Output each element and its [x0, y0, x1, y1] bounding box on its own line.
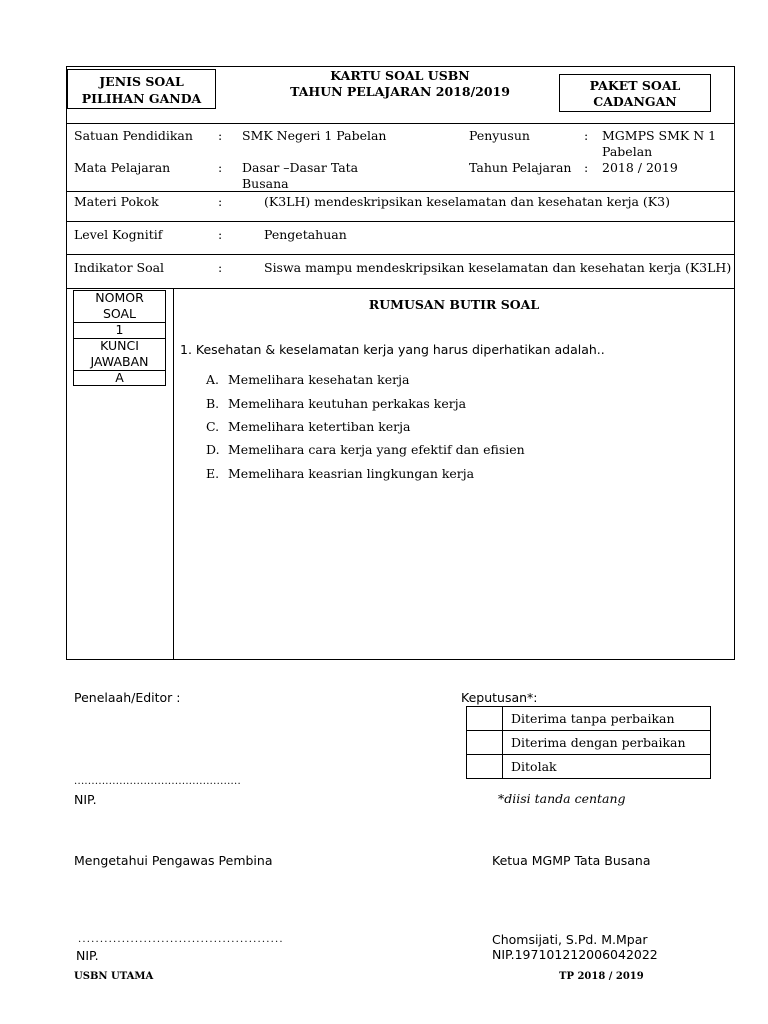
option-letter: C. — [206, 419, 220, 434]
mengetahui-label: Mengetahui Pengawas Pembina — [74, 853, 273, 868]
column-divider — [173, 288, 174, 660]
kunci-jawaban-label — [73, 338, 166, 370]
row-divider — [66, 191, 735, 192]
option-letter: D. — [206, 442, 220, 457]
kunci-label-line1: KUNCI — [100, 338, 139, 353]
ketua-nip: NIP.197101212006042022 — [492, 947, 658, 962]
colon: : — [584, 160, 589, 175]
colon: : — [584, 128, 589, 143]
decision-label: Ditolak — [503, 755, 711, 779]
nomor-soal-value: 1 — [115, 322, 124, 337]
satuan-label: Satuan Pendidikan — [74, 128, 193, 143]
penyusun-label: Penyusun — [469, 128, 530, 143]
card-title-line1: KARTU SOAL USBN — [330, 68, 470, 83]
level-value: Pengetahuan — [264, 227, 347, 242]
kunci-jawaban-value: A — [115, 370, 124, 385]
decision-row — [467, 731, 711, 755]
nip-label: NIP. — [74, 792, 97, 807]
colon: : — [218, 194, 223, 209]
tahun-value: 2018 / 2019 — [602, 160, 678, 175]
row-divider — [66, 288, 735, 289]
penyusun-value-line1: MGMPS SMK N 1 — [602, 128, 717, 143]
decision-row — [467, 707, 711, 731]
colon: : — [218, 260, 223, 275]
decision-row — [467, 755, 711, 779]
footer-left: USBN UTAMA — [74, 971, 154, 982]
row-divider — [66, 123, 735, 124]
decision-checkbox[interactable] — [467, 731, 503, 755]
nomor-label-line1: NOMOR — [95, 290, 144, 305]
materi-label: Materi Pokok — [74, 194, 159, 209]
colon: : — [218, 160, 223, 175]
paket-soal-box — [559, 74, 711, 112]
indikator-value: Siswa mampu mendeskripsikan keselamatan dan kesehatan kerja (K3LH) — [264, 260, 732, 275]
decision-checkbox[interactable] — [467, 707, 503, 731]
colon: : — [218, 227, 223, 242]
satuan-value: SMK Negeri 1 Pabelan — [242, 128, 387, 143]
option-a — [206, 372, 409, 387]
tahun-label: Tahun Pelajaran — [469, 160, 572, 175]
signature-dots: ............................................... — [78, 934, 284, 945]
option-text: Memelihara cara kerja yang efektif dan efisien — [228, 442, 525, 457]
card-title — [250, 68, 550, 100]
nomor-label-line2: SOAL — [102, 306, 137, 321]
mapel-value-line1: Dasar –Dasar Tata — [242, 160, 359, 175]
indikator-label: Indikator Soal — [74, 260, 165, 275]
mapel-label: Mata Pelajaran — [74, 160, 171, 175]
option-b — [206, 396, 466, 411]
centang-note: *diisi tanda centang — [498, 791, 626, 806]
footer-right: TP 2018 / 2019 — [559, 971, 644, 982]
colon: : — [218, 128, 223, 143]
decision-label: Diterima dengan perbaikan — [503, 731, 711, 755]
option-e — [206, 466, 474, 481]
option-letter: B. — [206, 396, 220, 411]
nomor-kunci-table — [73, 290, 166, 386]
nip-label: NIP. — [76, 948, 99, 963]
jenis-soal-line1: JENIS SOAL — [99, 74, 184, 89]
option-letter: A. — [206, 372, 220, 387]
row-divider — [66, 221, 735, 222]
keputusan-label: Keputusan*: — [461, 690, 538, 705]
signature-dots: ................................................ — [74, 776, 241, 787]
card-title-line2: TAHUN PELAJARAN 2018/2019 — [290, 84, 510, 99]
row-divider — [66, 254, 735, 255]
ketua-label: Ketua MGMP Tata Busana — [492, 853, 651, 868]
jenis-soal-box — [67, 69, 216, 109]
option-c — [206, 419, 411, 434]
option-text: Memelihara ketertiban kerja — [228, 419, 411, 434]
rumusan-heading: RUMUSAN BUTIR SOAL — [368, 297, 540, 312]
option-letter: E. — [206, 466, 220, 481]
nomor-soal-label — [73, 290, 166, 322]
level-label: Level Kognitif — [74, 227, 163, 242]
penyusun-value-line2: Pabelan — [602, 144, 653, 159]
decision-table — [466, 706, 711, 779]
decision-checkbox[interactable] — [467, 755, 503, 779]
decision-label: Diterima tanpa perbaikan — [503, 707, 711, 731]
jenis-soal-line2: PILIHAN GANDA — [81, 91, 202, 106]
option-d — [206, 442, 525, 457]
kunci-label-line2: JAWABAN — [90, 354, 149, 369]
penyusun-value — [602, 128, 716, 160]
paket-soal-line2: CADANGAN — [593, 94, 677, 109]
materi-value: (K3LH) mendeskripsikan keselamatan dan kesehatan kerja (K3) — [264, 194, 670, 209]
paket-soal-line1: PAKET SOAL — [589, 78, 681, 93]
ketua-name: Chomsijati, S.Pd. M.Mpar — [492, 932, 648, 947]
option-text: Memelihara keasrian lingkungan kerja — [228, 466, 475, 481]
penelaah-label: Penelaah/Editor : — [74, 690, 181, 705]
option-text: Memelihara keutuhan perkakas kerja — [228, 396, 467, 411]
mapel-value-line2: Busana — [242, 176, 289, 191]
question-text: 1. Kesehatan & keselamatan kerja yang harus diperhatikan adalah.. — [180, 342, 605, 357]
option-text: Memelihara kesehatan kerja — [228, 372, 410, 387]
mapel-value — [242, 160, 358, 192]
